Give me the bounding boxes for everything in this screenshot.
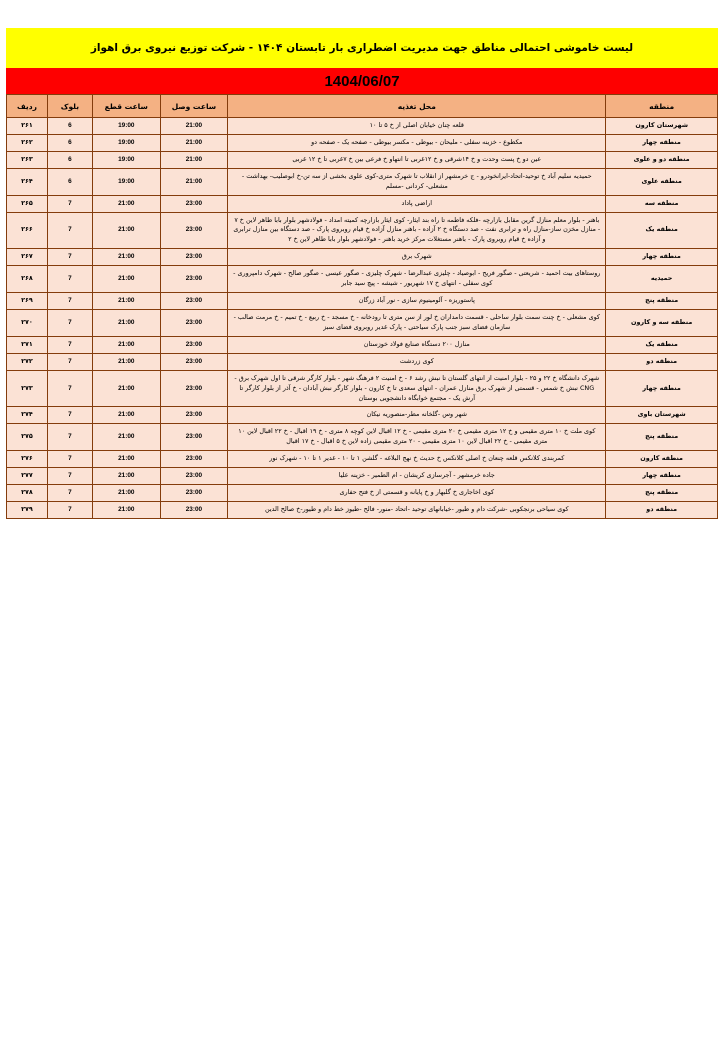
cell-address: کوی اخاجاری خ گلبهار و خ پایانه و قسمتی از خ فتح حفاری: [228, 485, 606, 502]
cell-block: 7: [47, 309, 92, 336]
cell-connect: 21:00: [160, 134, 228, 151]
cell-block: 7: [47, 195, 92, 212]
cell-row-number: ۲۶۱: [7, 118, 48, 135]
cell-disconnect: 19:00: [92, 118, 160, 135]
table-row: [7, 501, 718, 518]
table-row: [7, 353, 718, 370]
cell-block: 7: [47, 424, 92, 451]
schedule-date: 1404/06/07: [324, 72, 400, 90]
cell-connect: 23:00: [160, 336, 228, 353]
cell-row-number: ۲۷۱: [7, 336, 48, 353]
page-bottom-whitespace: [6, 519, 718, 631]
cell-address: عین دو خ پست وحدت و خ ۱۴شرقی و خ ۱۲غربی تا انتهاو خ فرعی بین خ ۷غربی تا خ ۱۲ غربی: [228, 151, 606, 168]
table-row: [7, 249, 718, 266]
cell-connect: 23:00: [160, 485, 228, 502]
table-row: [7, 134, 718, 151]
table-row: [7, 424, 718, 451]
cell-address: شهرک دانشگاه خ ۲۲ و ۲۵ - بلوار امنیت از انتهای گلستان تا نبش رشد ۶ - خ امنیت ۲ فرهنگ شهر - بلوار کارگر شرقی تا اول شهرک برق - CNG نبش خ شمس - قسمتی از شهرک برق منازل عمران - انتهای سعدی تا خ کارون - بلوار کارگر نبش آبادان - خ آذر از بلوار کارگر تا آرش یک - مجتمع خوابگاه دانشجویی بوستان: [228, 370, 606, 407]
column-header-row: ردیف: [7, 95, 48, 118]
cell-region: منطقه چهار: [606, 249, 718, 266]
cell-address: کوی سیاحی برنجکوبی -شرکت دام و طیور -خیابانهای توحید -اتحاد -منور- فالح -طیوز خط دام و طیور-خ صالح الدین: [228, 501, 606, 518]
date-banner: [6, 68, 718, 94]
cell-address: کوی ملت خ ۱۰ متری مقیمی و خ ۱۲ متری مقیمی خ ۲۰ متری مقیمی - خ ۱۲ اقبال لاین کوچه ۸ متری - خ ۱۹ اقبال - خ ۲۲ اقبال لاین ۱۰ متری مقیمی - خ ۲۲ اقبال لاین ۱۰ متری مقیمی - ۲۰ متری مقیمی زاده لاین خ ۵ اقبال - خ ۱۷ اقبال: [228, 424, 606, 451]
cell-region: شهرستان باوی: [606, 407, 718, 424]
cell-block: 7: [47, 336, 92, 353]
cell-connect: 23:00: [160, 424, 228, 451]
cell-disconnect: 21:00: [92, 336, 160, 353]
cell-address: پاستوریزه - آلومینیوم سازی - نور آباد زرگان: [228, 293, 606, 310]
cell-disconnect: 21:00: [92, 249, 160, 266]
cell-row-number: ۲۷۷: [7, 468, 48, 485]
cell-address: مکطوع - خزینه سفلی - ملیحان - بیوطی - مکسر بیوطی - صفحه یک - صفحه دو: [228, 134, 606, 151]
table-row: [7, 168, 718, 195]
cell-row-number: ۲۶۹: [7, 293, 48, 310]
table-row: [7, 309, 718, 336]
cell-row-number: ۲۶۷: [7, 249, 48, 266]
cell-block: 7: [47, 370, 92, 407]
page-container: [0, 28, 724, 1052]
cell-row-number: ۲۷۳: [7, 370, 48, 407]
cell-disconnect: 21:00: [92, 451, 160, 468]
cell-row-number: ۲۶۴: [7, 168, 48, 195]
table-row: [7, 118, 718, 135]
cell-block: 7: [47, 293, 92, 310]
column-header-connect: ساعت وصل: [160, 95, 228, 118]
table-row: [7, 336, 718, 353]
column-header-address: محل تغذیه: [228, 95, 606, 118]
cell-region: منطقه علوی: [606, 168, 718, 195]
table-row: [7, 468, 718, 485]
cell-connect: 23:00: [160, 249, 228, 266]
column-header-block: بلوک: [47, 95, 92, 118]
cell-address: منازل ۲۰۰ دستگاه صنایع فولاد خوزستان: [228, 336, 606, 353]
cell-disconnect: 21:00: [92, 266, 160, 293]
cell-block: 7: [47, 407, 92, 424]
cell-connect: 23:00: [160, 212, 228, 249]
cell-address: کوی مشعلی - خ چنت سمت بلوار ساحلی - قسمت دامداران خ لور از سن متری تا رودخانه - خ مسجد - خ ربیع - خ تمیم - خ مرمت صالب - سازمان فضای سبز جنب پارک سیاحتی - پارک غدیر روبروی فضای سبز: [228, 309, 606, 336]
cell-address: کوی زردشت: [228, 353, 606, 370]
table-body: [7, 118, 718, 519]
cell-block: 7: [47, 468, 92, 485]
cell-block: 7: [47, 451, 92, 468]
cell-region: منطقه پنج: [606, 485, 718, 502]
cell-region: حمیدیه: [606, 266, 718, 293]
cell-region: منطقه پنج: [606, 424, 718, 451]
cell-disconnect: 21:00: [92, 485, 160, 502]
cell-block: 7: [47, 485, 92, 502]
cell-region: منطقه سه: [606, 195, 718, 212]
column-header-region: منطقه: [606, 95, 718, 118]
table-row: [7, 370, 718, 407]
table-row: [7, 266, 718, 293]
cell-disconnect: 19:00: [92, 168, 160, 195]
cell-region: منطقه چهار: [606, 370, 718, 407]
document-title-banner: [6, 28, 718, 68]
cell-region: منطقه چهار: [606, 468, 718, 485]
cell-region: منطقه سه و کارون: [606, 309, 718, 336]
cell-connect: 21:00: [160, 118, 228, 135]
cell-disconnect: 21:00: [92, 195, 160, 212]
cell-region: منطقه یک: [606, 336, 718, 353]
cell-region: منطقه کارون: [606, 451, 718, 468]
cell-connect: 23:00: [160, 407, 228, 424]
table-row: [7, 407, 718, 424]
cell-disconnect: 21:00: [92, 468, 160, 485]
cell-row-number: ۲۷۴: [7, 407, 48, 424]
table-header-row: [7, 95, 718, 118]
cell-row-number: ۲۶۵: [7, 195, 48, 212]
column-header-disconnect: ساعت قطع: [92, 95, 160, 118]
cell-disconnect: 19:00: [92, 151, 160, 168]
cell-disconnect: 21:00: [92, 424, 160, 451]
cell-region: منطقه پنج: [606, 293, 718, 310]
cell-region: منطقه دو و علوی: [606, 151, 718, 168]
cell-address: اراضی پاداد: [228, 195, 606, 212]
cell-connect: 21:00: [160, 168, 228, 195]
cell-row-number: ۲۷۵: [7, 424, 48, 451]
cell-disconnect: 21:00: [92, 212, 160, 249]
cell-address: شهر وس -گلخانه مطر-منصوریه نیکان: [228, 407, 606, 424]
cell-disconnect: 21:00: [92, 293, 160, 310]
cell-block: 7: [47, 266, 92, 293]
table-row: [7, 212, 718, 249]
table-row: [7, 195, 718, 212]
cell-address: قلعه چنان خیابان اصلی از خ ۵ تا ۱۰: [228, 118, 606, 135]
cell-row-number: ۲۶۸: [7, 266, 48, 293]
cell-row-number: ۲۶۳: [7, 151, 48, 168]
cell-disconnect: 19:00: [92, 134, 160, 151]
cell-block: 7: [47, 353, 92, 370]
cell-connect: 23:00: [160, 309, 228, 336]
cell-block: 6: [47, 118, 92, 135]
cell-block: 7: [47, 501, 92, 518]
cell-connect: 23:00: [160, 468, 228, 485]
cell-disconnect: 21:00: [92, 501, 160, 518]
cell-address: باهنر - بلوار معلم منازل گرین مقابل بازارچه -فلکه فاطمه تا راه بند ایثار- کوی ایثار بازارچه کمیته امداد - فولادشهر بلوار بابا طاهر لاین خ ۷ - منازل مخزن ساز-منازل راه و ترابری نفت - صد دستگاه خ ۲ آزاده - باهنر منازل آزاده خ قیام روبروی پارک - صد دستگاه بین منازل ترابری و آزاده خ قیام روبروی پارک - باهنر مستغلات مرکز خرید باهنر - فولادشهر بلوار بابا طاهر لاین خ ۲: [228, 212, 606, 249]
cell-connect: 23:00: [160, 195, 228, 212]
cell-region: منطقه چهار: [606, 134, 718, 151]
cell-block: 7: [47, 212, 92, 249]
table-row: [7, 451, 718, 468]
cell-disconnect: 21:00: [92, 353, 160, 370]
cell-connect: 23:00: [160, 501, 228, 518]
cell-region: منطقه دو: [606, 501, 718, 518]
cell-connect: 23:00: [160, 266, 228, 293]
cell-block: 6: [47, 168, 92, 195]
table-row: [7, 151, 718, 168]
cell-disconnect: 21:00: [92, 407, 160, 424]
cell-connect: 21:00: [160, 151, 228, 168]
cell-block: 6: [47, 134, 92, 151]
cell-connect: 23:00: [160, 353, 228, 370]
table-row: [7, 485, 718, 502]
cell-row-number: ۲۷۰: [7, 309, 48, 336]
cell-row-number: ۲۷۲: [7, 353, 48, 370]
outage-schedule-table: [6, 94, 718, 519]
cell-address: جاده خرمشهر - آجرسازی کریشان - ام الطمیر - خزینه علیا: [228, 468, 606, 485]
cell-row-number: ۲۷۹: [7, 501, 48, 518]
cell-connect: 23:00: [160, 451, 228, 468]
cell-row-number: ۲۶۶: [7, 212, 48, 249]
cell-row-number: ۲۷۶: [7, 451, 48, 468]
cell-region: منطقه دو: [606, 353, 718, 370]
cell-connect: 23:00: [160, 293, 228, 310]
cell-row-number: ۲۷۸: [7, 485, 48, 502]
cell-region: منطقه یک: [606, 212, 718, 249]
cell-disconnect: 21:00: [92, 370, 160, 407]
cell-connect: 23:00: [160, 370, 228, 407]
cell-address: کمربندی کلانکس قلعه چنعان خ اصلی کلانکس خ حدیث خ نهج البلاغه - گلشن ۱ تا ۱۰ - غدیر ۱ تا ۱۰ - شهرک نور: [228, 451, 606, 468]
cell-disconnect: 21:00: [92, 309, 160, 336]
cell-region: شهرستان کارون: [606, 118, 718, 135]
cell-address: شهرک برق: [228, 249, 606, 266]
cell-block: 7: [47, 249, 92, 266]
page-title: لیست خاموشی احتمالی مناطق جهت مدیریت اضطراری بار تابستان ۱۴۰۴ - شرکت توزیع نیروی برق اهواز: [90, 41, 634, 54]
cell-row-number: ۲۶۲: [7, 134, 48, 151]
cell-address: حمیدیه سلیم آباد خ توحید-اتحاد-ایرانخودرو - ج خرمشهر از انقلاب تا شهرک متری-کوی علوی بخشی از سه تن-خ ابوصلیب- بهداشت - مشعلی- کردانی -مسلم: [228, 168, 606, 195]
cell-block: 6: [47, 151, 92, 168]
table-row: [7, 293, 718, 310]
cell-address: روستاهای بیت احمید - شریعتی - صگور فریح - ابوصیاد - چلیزی عبدالرضا - شهرک چلیزی - صگور عیسی - صگور صالح - شهرک دامپروری - کوی سفلی - انتهای خ ۱۷ شهریور - شیشه - پیچ سید جابر: [228, 266, 606, 293]
